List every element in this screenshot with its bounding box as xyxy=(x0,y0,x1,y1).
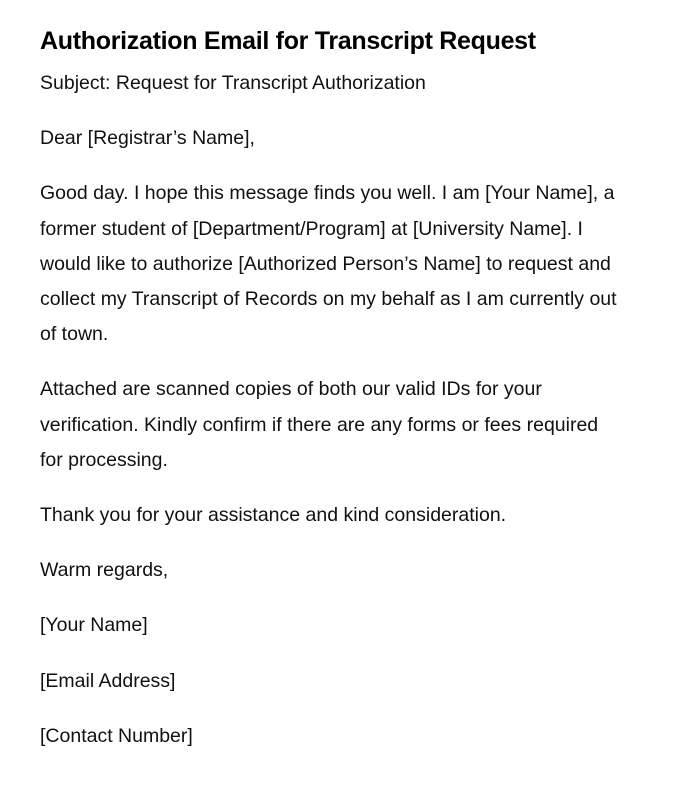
sender-contact-number: [Contact Number] xyxy=(40,724,193,747)
sender-email: [Email Address] xyxy=(40,669,176,692)
sender-name: [Your Name] xyxy=(40,614,148,637)
email-subject: Subject: Request for Transcript Authorization xyxy=(40,72,426,94)
email-body-paragraph-3: Thank you for your assistance and kind consideration. xyxy=(40,504,507,527)
email-document xyxy=(40,24,620,774)
email-body-paragraph-2: Attached are scanned copies of both our valid IDs for your verification. Kindly confirm if there are any forms or fees required for processing. xyxy=(40,378,599,471)
email-body-paragraph-1: Good day. I hope this message finds you well. I am [Your Name], a former student of [Department/Program] at [University Name]. I would like to authorize [Authorized Person’s Name] to request and collect my Transcript of Records on my behalf as I am currently out of town. xyxy=(40,182,617,346)
document-title: Authorization Email for Transcript Request xyxy=(40,27,536,55)
email-closing: Warm regards, xyxy=(40,559,169,582)
email-greeting: Dear [Registrar’s Name], xyxy=(40,127,255,150)
